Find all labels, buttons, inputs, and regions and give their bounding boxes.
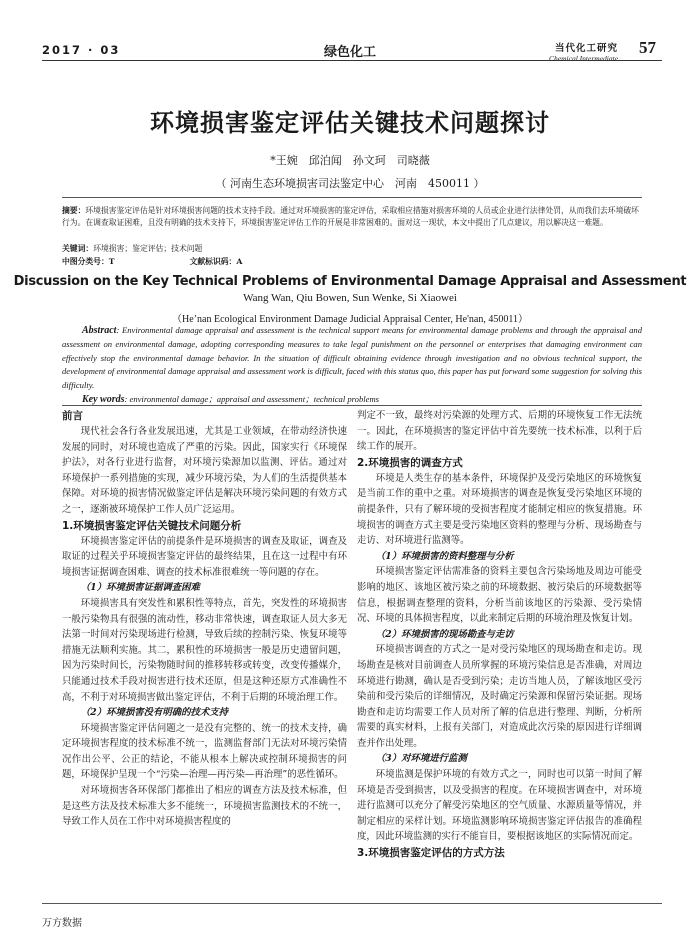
paragraph-continued: 判定不一致，最终对污染源的处理方式、后期的环境恢复工作无法统一。因此，在环境损害的鉴定评估中首先要统一技术标准，以利于后续工作的展开。	[357, 410, 642, 453]
english-keywords	[62, 393, 642, 405]
paragraph: 环境损害鉴定评估需准备的资料主要包含污染场地及周边可能受影响的地区、该地区被污染之前的环境数据、被污染后的环境数据等信息，根据调查整理的资料，分析当前该地区的污染源、受污染情况、环境的具体损害程度，以此来制定后期的环境治理及恢复计划。	[357, 566, 642, 625]
english-keywords-text: : environmental damage；appraisal and assessment；technical problems	[124, 394, 380, 404]
left-column	[62, 408, 347, 830]
doc-code-value: A	[236, 257, 243, 266]
keywords-cn-text: 环境损害；鉴定评估；技术问题	[93, 244, 203, 253]
abstract-cn	[62, 205, 642, 229]
article-title: 环境损害鉴定评估关键技术问题探讨	[150, 109, 550, 137]
footer-rule	[42, 903, 662, 904]
paragraph: 环境损害鉴定评估问题之一是没有完整的、统一的技术支持，确定环境损害程度的技术标准不统一，监测监督部门无法对环境污染情况作出公平、公正的结论，不能从根本上解决或控制环境损害的问题，环境保护呈现一个“污染—治理—再污染—再治理”的恶性循环。	[62, 722, 347, 781]
paragraph: 环境是人类生存的基本条件，环境保护及受污染地区的环境恢复是当前工作的重中之重。对环境损害的调查是恢复受污染地区环境的前提条件，只有了解环境的受损害程度才能制定相应的恢复措施。环境损害的调查方式主要是受污染地区资料的整理与分析、现场勘查与走访、对环境进行监测等。	[357, 472, 642, 547]
subsection-heading-2-3: （3）对环境进行监测	[375, 753, 467, 765]
english-authors: Wang Wan, Qiu Bowen, Sun Wenke, Si Xiaowei	[243, 292, 457, 304]
english-abstract-text: : Environmental damage appraisal and assessment is the technical support means for environmental damage problems and through the appraisal and assessment on environmental damage, adopting corresponding measures to take legal punishment on the personnel or enterprises that damaging environment can effectively stop the environmental damage behavior. In the situation of difficult obtaining evidence through investigation and no obvious technical support, the development of environmental damage appraisal and assessment work is difficult, faced with this status quo, this paper has put forward some suggestion for solving this difficulty.	[62, 325, 642, 391]
keywords-cn	[62, 243, 642, 255]
paragraph: 环境监测是保护环境的有效方式之一，同时也可以第一时间了解环境是否受到损害，以及受损害的程度。在环境损害调查中，对环境进行监测可以充分了解受污染地区的空气质量、水源质量等情况，并制定相应的采样计划。环境监测影响环境损害鉴定评估报告的准确程度，因此环境监测的实行不能盲目，要根据该地区的实际情况而定。	[357, 769, 642, 843]
subsection-heading-1-2: （2）环境损害没有明确的技术支持	[80, 707, 228, 719]
english-title: Discussion on the Key Technical Problems of Environmental Damage Appraisal and Assessment	[13, 274, 687, 289]
section-heading-1: 1.环境损害鉴定评估关键技术问题分析	[62, 519, 242, 532]
footer-watermark: 万方数据	[42, 918, 82, 929]
journal-brand-cn: 当代化工研究	[554, 43, 618, 54]
english-abstract	[62, 324, 642, 393]
page-number: 57	[639, 38, 656, 57]
keywords-cn-label: 关键词：	[62, 244, 94, 253]
right-column	[357, 408, 642, 861]
abstract-cn-label: 摘要：	[62, 206, 86, 215]
issue-number: 2017 · 03	[42, 43, 121, 57]
section-heading-2: 2.环境损害的调查方式	[357, 456, 463, 469]
english-abstract-label: Abstract	[82, 325, 117, 336]
doc-code-label: 文献标识码：	[189, 257, 237, 266]
clc-value: T	[108, 257, 115, 266]
english-affiliation: （He’nan Ecological Environment Damage Judicial Appraisal Center, He'nan, 450011）	[172, 314, 528, 325]
header-rule	[42, 60, 662, 61]
paragraph: 环境损害具有突发性和累积性等特点，首先，突发性的环境损害一般污染物具有很强的流动性，移动非常快速，调查取证人员大多无法第一时间对污染现场进行检测，导致后续的控制污染、恢复环境等措施无法顺利实施。其二，累积性的环境损害一般是历史遗留问题，因为污染时间长，污染物随时间的推移转移或转变，改变传播媒介，只能通过技术手段对损害进行技术还原，但是这种还原方式准确性不高，不利于对环境损害做出鉴定评估，不利于后期的环境治理工作。	[62, 597, 347, 703]
affiliation: （ 河南生态环境损害司法鉴定中心 河南 450011 ）	[215, 177, 485, 190]
authors: *王婉 邱泊闻 孙文珂 司晓薇	[270, 154, 430, 167]
clc-label: 中图分类号：	[62, 257, 109, 266]
paragraph: 环境损害鉴定评估的前提条件是环境损害的调查及取证，调查及取证的过程关乎环境损害鉴定评估的最终结果，且在这一过程中有环境损害证据调查困难、调查的技术标准很难统一等问题的存在。	[62, 535, 347, 578]
paragraph: 现代社会各行各业发展迅速，尤其是工业领域，在带动经济快速发展的同时，对环境也造成了严重的污染。因此，国家实行《环境保护法》，对各行业进行监督，对环境污染源加以监测、评估。通过对环境保护一系列措施的实现，减少环境污染，为人们的生活提供基本保障。对环境的损害情况做鉴定评估是解决环境污染问题的有效方式之一，逐渐被环境保护工作人员广泛运用。	[62, 426, 347, 515]
paragraph: 对环境损害各环保部门都推出了相应的调查方法及技术标准，但是这些方法及技术标准大多不能统一，环境损害监测技术的不统一，导致工作人员在工作中对环境损害程度的	[62, 785, 347, 828]
section-heading-3: 3.环境损害鉴定评估的方式方法	[357, 847, 505, 860]
abstract-top-rule	[62, 197, 642, 198]
subsection-heading-2-2: （2）环境损害的现场勘查与走访	[375, 628, 514, 640]
subsection-heading-2-1: （1）环境损害的资料整理与分析	[375, 550, 514, 562]
journal-column-name: 绿色化工	[323, 45, 376, 60]
journal-brand-en: Chemical Intermediate	[549, 54, 618, 63]
abstract-bottom-rule	[62, 405, 642, 406]
section-heading-intro: 前言	[62, 410, 83, 422]
paragraph: 环境损害调查的方式之一是对受污染地区的现场勘查和走访。现场勘查是核对目前调查人员所掌握的环境污染信息是否准确，对周边环境进行勘测，确认是否受到污染；走访当地人员，了解该地区受污染前和受污染后的详细情况，及时确定污染源和保留污染证据。现场勘查和走访均需要工作人员对所了解的信息进行整理、判断，分析所需要的真实材料，上报有关部门，对造成此次污染的原因进行详细调查并作出处理。	[357, 644, 642, 749]
subsection-heading-1-1: （1）环境损害证据调查困难	[80, 582, 200, 594]
english-keywords-label: Key words	[82, 394, 125, 405]
classification-line	[62, 256, 642, 268]
abstract-cn-text: 环境损害鉴定评估是针对环境损害问题的技术支持手段。通过对环境损害的鉴定评估，采取相应措施对损害环境的人员或企业进行法律处罚，从而我们去环境破坏行为。在调查取证困难，且没有明确的技术支持下，环境损害鉴定评估工作的开展是非常困难的。面对这一现状，本文中提出了几点建议，用以解决这一难题。	[62, 206, 639, 227]
